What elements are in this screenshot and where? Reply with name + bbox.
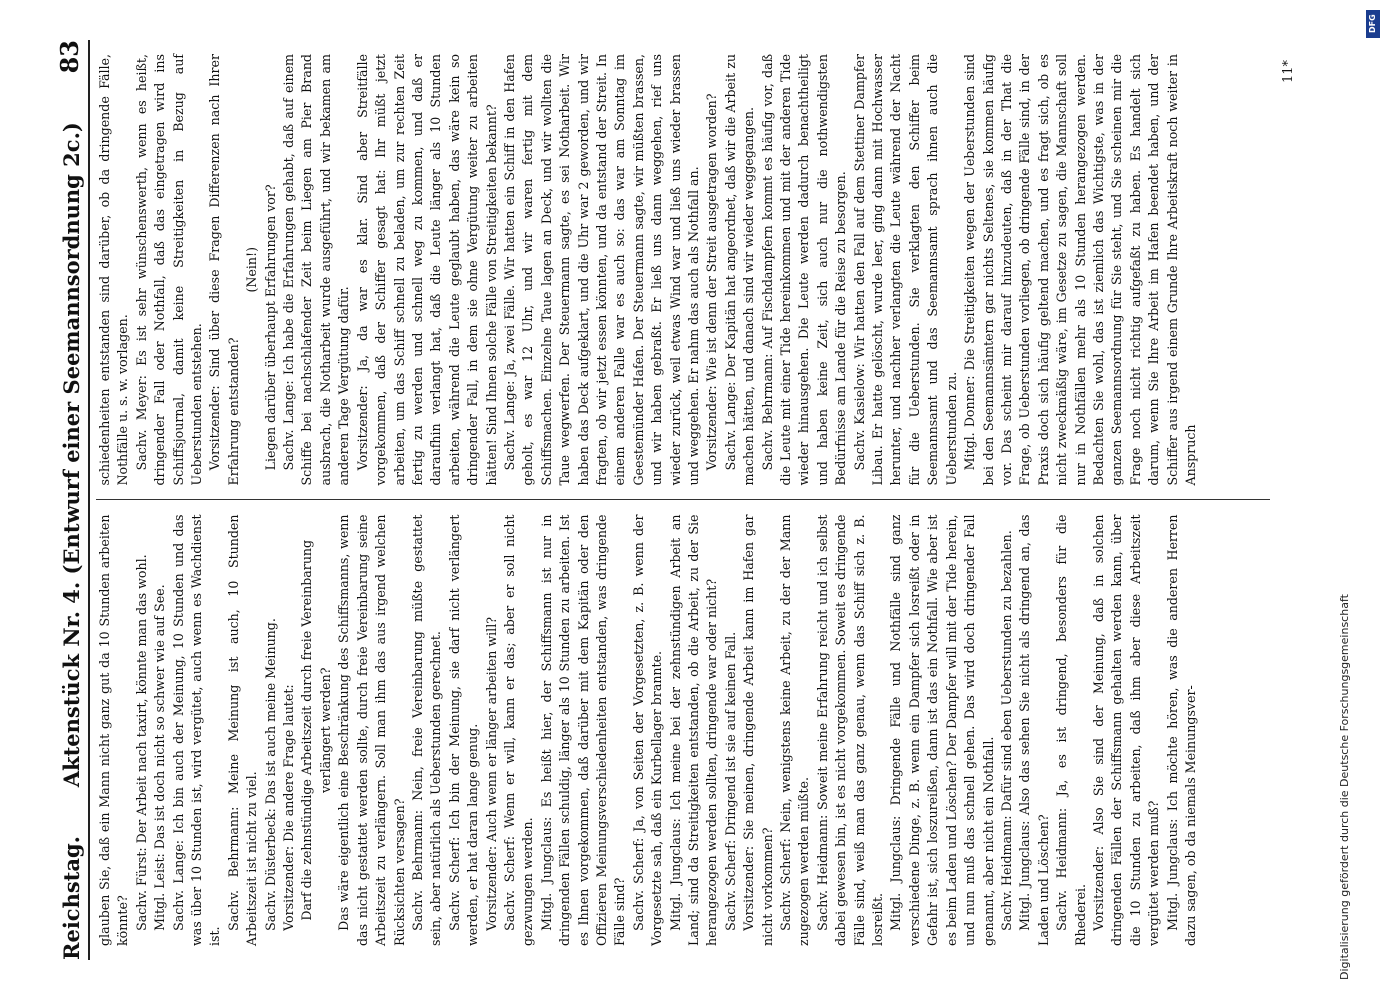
paragraph: Vorsitzender: Wie ist denn der Streit ausgetragen worden?	[704, 93, 720, 471]
paragraph: Vorsitzender: Also Sie sind der Meinung, daß in solchen dringenden Fällen der Schiffsmann gehalten werden kann, über die 10 Stunden zu arbeiten, daß ihm aber diese Arbeitszeit vergütet werden muß?	[1090, 514, 1162, 946]
header-title: Aktenstück Nr. 4. (Entwurf einer Seemannsordnung 2c.)	[59, 122, 84, 788]
paragraph: Sachv. Heidmann: Dafür sind eben Ueberstunden zu bezahlen.	[998, 530, 1014, 931]
paragraph: Vorsitzender: Sind über diese Fragen Differenzen nach Ihrer Erfahrung entstanden?	[207, 54, 241, 486]
page-number: 83	[55, 40, 84, 74]
paragraph: Vorsitzender: Auch wenn er länger arbeiten will?	[483, 617, 499, 931]
paragraph: Sachv. Behrmann: Nein, freie Vereinbarung müßte gestattet sein, aber natürlich als Ueberstunden gerechnet.	[409, 514, 444, 946]
paragraph: Sachv. Behrmann: Auf Fischdampfern kommt es häufig vor, daß die Leute mit einer Tide hereinkommen und mit der anderen Tide wieder hinausgehen. Die Leute werden dadurch benachtheiligt und haben keine Zeit, sich auch nur die nothwendigsten Bedürfnisse am Lande für die Reise zu besorgen.	[759, 54, 849, 486]
paragraph: Mitgl. Donner: Die Streitigkeiten wegen der Ueberstunden sind bei den Seemannsämtern gar nichts Seltenes, sie kommen häufig vor. Das scheint mir darauf hinzudeuten, daß in der That die Frage, ob Ueberstunden vorliegen, ob dringende Fälle sind, in der Praxis doch sich häufig geltend machen, und es fragt sich, ob es nicht zweckmäßig wäre, im Gesetze zu sagen, die Mannschaft soll nur in Nothfällen mehr als 10 Stunden herangezogen werden. Bedachten Sie wohl, das ist ziemlich das Wichtigste, was in der ganzen Seemannsordnung für Sie steht, und Sie scheinen mir die Frage noch nicht richtig aufgefaßt zu haben. Es handelt sich darum, wenn Sie Ihre Arbeit im Hafen beendet haben, und der Schiffer aus irgend einem Grunde Ihre Arbeitskraft noch weiter in Anspruch	[962, 54, 1198, 486]
paragraph: Sachv. Scherf: Ja, von Seiten der Vorgesetzten, z. B. wenn der Vorgesetzte sah, daß ein Kurbellager brannte.	[630, 514, 665, 946]
left-column	[96, 501, 1270, 961]
paragraph: Mitgl. Jungclaus: Ich möchte hören, was die anderen Herren dazu sagen, ob da niemals Meinungsver-	[1164, 514, 1198, 946]
header-rule	[88, 40, 90, 960]
paragraph: Sachv. Kasielow: Wir hatten den Fall auf dem Stettiner Dampfer Libau. Er hatte gelöscht, wurde leer, ging dann mit Hochwasser herunter, und nachher verlangten die Leute während der Nacht für die Ueberstunden. Sie verklagten den Schiffer beim Seemannsamt und das Seemannsamt sprach ihnen auch die Ueberstunden zu.	[851, 54, 959, 486]
paragraph: Mitgl. Jungclaus: Ich meine bei der zehnstündigen Arbeit an Land; sind da Streitigkeiten entstanden, ob die Arbeit, zu der Sie herangezogen werden sollten, dringende war oder nicht?	[667, 514, 720, 946]
paragraph: Sachv. Fürst: Der Arbeit nach taxirt, könnte man das wohl.	[133, 554, 149, 931]
paragraph: Vorsitzender: Die andere Frage lautet:	[281, 684, 297, 931]
paragraph: Mitgl. Jungclaus: Also das sehen Sie nicht als dringend an, das Laden und Löschen?	[1017, 514, 1051, 946]
paragraph: Mitgl. Leist: Das ist doch nicht so schwer wie auf See.	[152, 584, 168, 931]
digitization-note-text: Digitalisierung gefördert durch die Deutsche Forschungsgemeinschaft	[1338, 594, 1351, 980]
paragraph: Sachv. Scherf: Wenn er will, kann er das; aber er soll nicht gezwungen werden.	[501, 514, 536, 946]
paragraph: Sachv. Scherf: Dringend ist sie auf keinen Fall.	[722, 631, 738, 931]
paragraph: Das wäre eigentlich eine Beschränkung des Schiffsmanns, wenn das nicht gestattet werden sollte, durch freie Vereinbarung seine Arbeitszeit zu verlängern. Soll man ihm das aus irgend welchen Rücksichten versagen?	[336, 514, 407, 946]
paragraph: (Nein!)	[244, 247, 260, 293]
text-columns	[96, 40, 1270, 960]
paragraph: Vorsitzender: Sie meinen, dringende Arbeit kann im Hafen gar nicht vorkommen?	[741, 514, 775, 946]
paragraph: Sachv. Meyer: Es ist sehr wünschenswerth, wenn es heißt, dringender Fall oder Nothfall, daß das eingetragen wird ins Schiffsjournal, damit keine Streitigkeiten in Bezug auf Ueberstunden entstehen.	[133, 54, 205, 486]
paragraph: Sachv. Behrmann: Meine Meinung ist auch, 10 Stunden Arbeitszeit ist nicht zu viel.	[225, 514, 260, 946]
right-column	[96, 40, 1270, 500]
paragraph: Darf die zehnstündige Arbeitszeit durch freie Vereinbarung verlängert werden?	[299, 539, 333, 921]
paragraph: Mitgl. Jungclaus: Es heißt hier, der Schiffsmann ist nur in dringenden Fällen schuldig, länger als 10 Stunden zu arbeiten. Ist es Ihnen vorgekommen, daß darüber mit dem Kapitän oder den Offizieren Meinungsverschiedenheiten entstanden, was dringende Fälle sind?	[538, 514, 628, 946]
paragraph: Vorsitzender: Ja, da war es klar. Sind aber Streitfälle vorgekommen, daß der Schiffer gesagt hat: Ihr müßt jetzt arbeiten, um das Schiff schnell zu beladen, um zur rechten Zeit fertig zu werden und schnell weg zu kommen, und daß er daraufhin verlangt hat, daß die Leute länger als 10 Stunden arbeiten, während die Leute geglaubt haben, das wäre kein so dringender Fall, in dem sie ohne Vergütung weiter zu arbeiten hätten! Sind Ihnen solche Fälle von Streitigkeiten bekannt?	[354, 54, 499, 486]
paragraph: Sachv. Scherf: Ich bin der Meinung, sie darf nicht verlängert werden, er hat daran lange genug.	[446, 514, 481, 946]
page-header	[44, 40, 84, 960]
paragraph: Sachv. Lange: Ich habe die Erfahrungen gehabt, daß auf einem Schiffe bei nachschlafender Zeit beim Liegen am Pier Brand ausbrach, die Notharbeit wurde ausgeführt, und wir bekamen am anderen Tage Vergütung dafür.	[281, 54, 352, 486]
paragraph: Liegen darüber überhaupt Erfahrungen vor?	[262, 184, 278, 471]
header-left: Reichstag.	[59, 836, 84, 960]
paragraph: Sachv. Lange: Ich bin auch der Meinung, 10 Stunden und das was über 10 Stunden ist, wird vergütet, auch wenn es Wachdienst ist.	[170, 514, 223, 946]
dfg-logo: DFG	[1366, 10, 1380, 38]
paragraph: schiedenheiten entstanden sind darüber, ob da dringende Fälle, Nothfälle u. s. w. vorlagen.	[97, 54, 131, 486]
paragraph: glauben Sie, daß ein Mann nicht ganz gut da 10 Stunden arbeiten könnte?	[97, 514, 131, 946]
column-divider	[96, 500, 1270, 501]
paragraph: Sachv. Heidmann: Ja, es ist dringend, besonders für die Rhederei.	[1054, 514, 1088, 946]
digitization-note	[1338, 20, 1364, 980]
paragraph: Sachv. Heidmann: Soweit meine Erfahrung reicht und ich selbst dabei gewesen bin, ist es nicht vorgekommen. Soweit es dringende Fälle sind, weiß man das ganz genau, wenn das Schiff sich z. B. losreißt.	[814, 514, 886, 946]
paragraph: Mitgl. Jungclaus: Dringende Fälle und Nothfälle sind ganz verschiedene Dinge, z. B. wenn ein Dampfer sich losreißt oder in Gefahr ist, sich loszureißen, dann ist das ein Nothfall. Wie aber ist es beim Laden und Löschen? Der Dampfer will mit der Tide herein, und nun muß das schnell gehen. Das wird doch dringender Fall genannt, aber nicht ein Nothfall.	[888, 514, 996, 946]
paragraph: Sachv. Lange: Ja, zwei Fälle. Wir hatten ein Schiff in den Hafen geholt, es war 12 Uhr, und wir waren fertig mit dem Schiffsmachen. Einzelne Taue lagen an Deck, und wir wollten die Taue wegwerfen. Der Steuermann sagte, es sei Notharbeit. Wir haben das Deck aufgeklart, und die Uhr war 2 geworden, und wir fragten, ob wir jetzt essen könnten, und da entstand der Streit. In einem anderen Falle war es auch so: das war am Sonntag im Geestemünder Hafen. Der Steuermann sagte, wir müßten brassen, und wir haben gebraßt. Er ließ uns dann weggehen, rief uns wieder zurück, weil etwas Wind war und ließ uns wieder brassen und weggehen. Er nahm das auch als Nothfall an.	[501, 54, 701, 486]
paragraph: Sachv. Düsterbeck: Das ist auch meine Meinung.	[262, 618, 278, 931]
paragraph: Sachv. Scherf: Nein, wenigstens keine Arbeit, zu der der Mann zugezogen werden müßte.	[778, 514, 812, 946]
paragraph: Sachv. Lange: Der Kapitän hat angeordnet, daß wir die Arbeit zu machen hätten, und danach sind wir wieder weggegangen.	[722, 54, 757, 486]
signature-mark: 11*	[1281, 60, 1296, 84]
